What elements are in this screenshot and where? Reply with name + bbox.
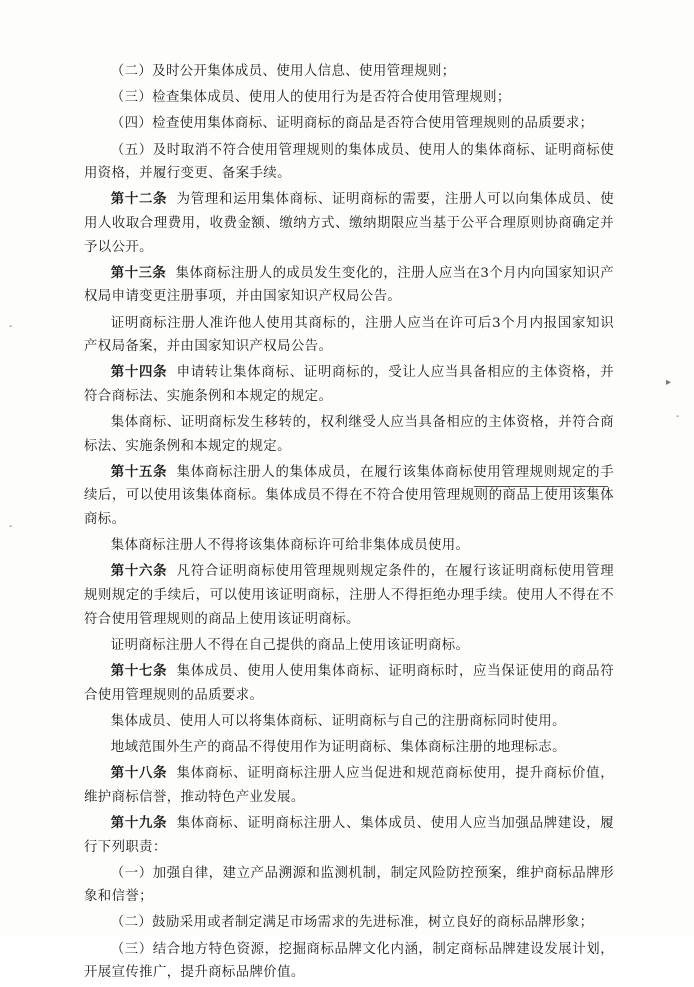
- paragraph-text: 申请转让集体商标、证明商标的，受让人应当具备相应的主体资格，并符合商标法、实施条例和本规定的规定。: [84, 365, 614, 404]
- article-14: [84, 361, 614, 408]
- paragraph: [84, 60, 614, 84]
- paragraph: [84, 911, 614, 935]
- article-18: [84, 762, 614, 809]
- paragraph-text: （二）及时公开集体成员、使用人信息、使用管理规则；: [110, 64, 456, 79]
- paragraph: [84, 86, 614, 110]
- paragraph-text: （三）结合地方特色资源，挖掘商标品牌文化内涵，制定商标品牌建设发展计划，开展宣传推广，提升商标品牌价值。: [84, 941, 614, 981]
- paragraph: [84, 112, 614, 136]
- paragraph: [84, 862, 614, 909]
- paragraph: [84, 534, 614, 558]
- paragraph-text: 集体成员、使用人使用集体商标、证明商标时，应当保证使用的商品符合使用管理规则的品质要求。: [84, 663, 614, 703]
- scan-speck-mark: -: [9, 321, 13, 332]
- scan-artifact-line: [474, 486, 608, 487]
- paragraph-text: （四）检查使用集体商标、证明商标的商品是否符合使用管理规则的品质要求；: [110, 116, 594, 132]
- paragraph-text: 集体商标注册人的成员发生变化的，注册人应当在3个月内向国家知识产权局申请变更注册事项，并由国家知识产权局公告。: [84, 265, 614, 305]
- article-13: [84, 262, 614, 309]
- paragraph: [84, 634, 614, 658]
- article-number: 第十三条: [110, 264, 167, 281]
- paragraph-text: 集体商标、证明商标注册人、集体成员、使用人应当加强品牌建设，履行下列职责：: [84, 815, 614, 855]
- scan-speck-mark: -: [676, 411, 680, 422]
- scan-speck-mark: ▸: [666, 377, 672, 388]
- paragraph-text: 地域范围外生产的商品不得使用作为证明商标、集体商标注册的地理标志。: [110, 739, 566, 755]
- paragraph-text: 集体商标、证明商标发生移转的，权利继受人应当具备相应的主体资格，并符合商标法、实施条例和本规定的规定。: [84, 415, 614, 454]
- article-number: 第十七条: [110, 662, 168, 679]
- paragraph: [84, 411, 614, 458]
- paragraph: [84, 938, 614, 985]
- article-number: 第十六条: [110, 563, 168, 580]
- paragraph-text: 集体商标注册人的集体成员，在履行该集体商标使用管理规则规定的手续后，可以使用该集体商标。集体成员不得在不符合使用管理规则的商品上使用该集体商标。: [84, 464, 614, 528]
- paragraph-text: （二）鼓励采用或者制定满足市场需求的先进标准，树立良好的商标品牌形象；: [110, 915, 594, 931]
- article-number: 第十二条: [110, 191, 168, 208]
- article-15: [84, 461, 614, 532]
- paragraph-text: 证明商标注册人准许他人使用其商标的，注册人应当在许可后3个月内报国家知识产权局备案，并由国家知识产权局公告。: [84, 315, 614, 355]
- paragraph-text: 集体商标注册人不得将该集体商标许可给非集体成员使用。: [110, 538, 470, 554]
- article-12: [84, 188, 614, 259]
- paragraph-text: 证明商标注册人不得在自己提供的商品上使用该证明商标。: [110, 637, 470, 653]
- article-17: [84, 660, 614, 707]
- scan-speck-mark: -: [9, 521, 13, 532]
- document-body: [84, 60, 614, 987]
- paragraph-text: （一）加强自律，建立产品溯源和监测机制，制定风险防控预案，维护商标品牌形象和信誉；: [84, 865, 614, 905]
- paragraph-text: （三）检查集体成员、使用人的使用行为是否符合使用管理规则；: [110, 90, 511, 106]
- paragraph-text: （五）及时取消不符合使用管理规则的集体成员、使用人的集体商标、证明商标使用资格，并履行变更、备案手续。: [84, 142, 614, 182]
- paragraph-text: 集体成员、使用人可以将集体商标、证明商标与自己的注册商标同时使用。: [110, 713, 566, 729]
- article-number: 第十四条: [110, 364, 168, 381]
- article-number: 第十八条: [110, 765, 168, 782]
- article-number: 第十九条: [110, 814, 168, 831]
- paragraph: [84, 312, 614, 359]
- paragraph-text: 凡符合证明商标使用管理规则规定条件的，在履行该证明商标使用管理规则规定的手续后，可以使用该证明商标，注册人不得拒绝办理手续。使用人不得在不符合使用管理规则的商品上使用该证明商标。: [84, 564, 614, 627]
- article-number: 第十五条: [110, 463, 168, 480]
- paragraph: [84, 736, 614, 760]
- paragraph: [84, 139, 614, 186]
- article-16: [84, 560, 614, 631]
- paragraph-text: 为管理和运用集体商标、证明商标的需要，注册人可以向集体成员、使用人收取合理费用，收费金额、缴纳方式、缴纳期限应当基于公平合理原则协商确定并予以公开。: [84, 192, 614, 255]
- article-19: [84, 812, 614, 859]
- paragraph: [84, 710, 614, 734]
- paragraph-text: 集体商标、证明商标注册人应当促进和规范商标使用，提升商标价值，维护商标信誉，推动特色产业发展。: [84, 766, 614, 805]
